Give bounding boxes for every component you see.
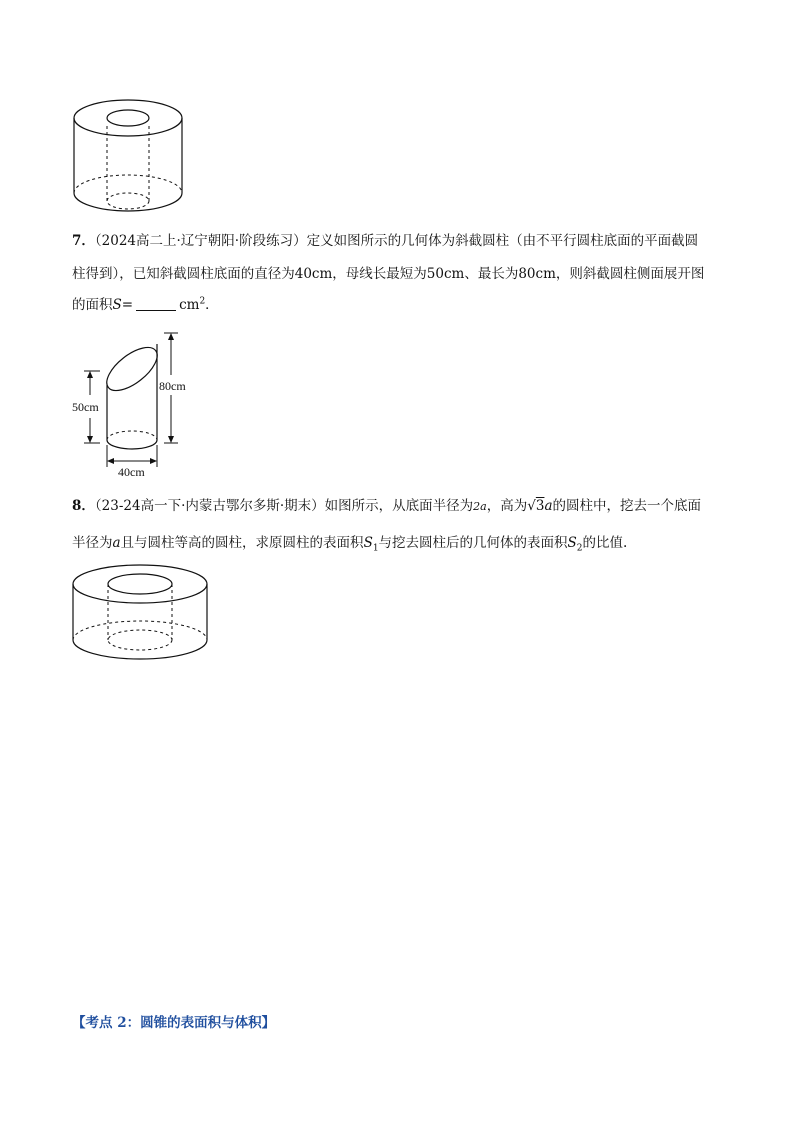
q7-unit-exp: 2 (199, 296, 206, 307)
q7-number: 7． (72, 233, 95, 249)
q7-line-1 (72, 229, 698, 249)
q8-sqrt-icon: √ (527, 498, 536, 514)
label-80cm: 80cm (159, 379, 186, 393)
q8-source: （23-24高一下·内蒙古鄂尔多斯·期末） (94, 498, 325, 514)
q7-var-s: S (112, 297, 122, 313)
q8-radius-a: a (112, 535, 121, 551)
q7-text-3: 的面积 (72, 297, 113, 313)
q8-s2-sub: 2 (576, 543, 583, 554)
q8-line-1 (72, 494, 701, 514)
q7-text-1: 定义如图所示的几何体为斜截圆柱（由不平行圆柱底面的平面截圆 (306, 233, 699, 249)
q8-line-2 (72, 531, 627, 554)
q7-line-3 (72, 293, 219, 313)
label-50cm: 50cm (72, 400, 99, 414)
q8-number: 8． (72, 498, 95, 514)
q8-text-1b: ，高为 (486, 498, 528, 514)
q7-text-2: 柱得到），已知斜截圆柱底面的直径为40cm，母线长最短为50cm、最长为80cm，则斜截圆柱侧面展开图 (72, 266, 705, 282)
q7-end: ． (205, 297, 219, 313)
q7-line-2 (72, 262, 704, 282)
q8-root-value: 3 (535, 498, 545, 514)
q8-s1-sub: 1 (372, 543, 379, 554)
q8-text-2c: 与挖去圆柱后的几何体的表面积 (378, 535, 568, 551)
answer-blank (136, 296, 176, 311)
q7-equals: = (121, 297, 134, 313)
q8-s1: S (363, 535, 373, 551)
oblique-cylinder-figure (70, 325, 200, 480)
q7-source: （2024高二上·辽宁朝阳·阶段练习） (94, 233, 307, 249)
label-40cm: 40cm (118, 465, 145, 479)
q7-unit: cm (179, 297, 200, 313)
q8-height-var: a (544, 498, 553, 514)
q8-s2: S (567, 535, 577, 551)
hollow-cylinder-figure-top (70, 95, 190, 215)
q8-text-2d: 的比值. (582, 535, 628, 551)
hollow-cylinder-figure-q8 (70, 562, 215, 667)
q8-text-2b: 且与圆柱等高的圆柱，求原圆柱的表面积 (120, 535, 364, 551)
section-heading: 【考点 2：圆锥的表面积与体积】 (72, 1015, 276, 1031)
q8-text-1a: 如图所示，从底面半径为 (324, 498, 474, 514)
q8-text-2a: 半径为 (72, 535, 113, 551)
q8-text-1c: 的圆柱中，挖去一个底面 (552, 498, 701, 514)
q8-radius-2a: 2a (473, 500, 487, 513)
